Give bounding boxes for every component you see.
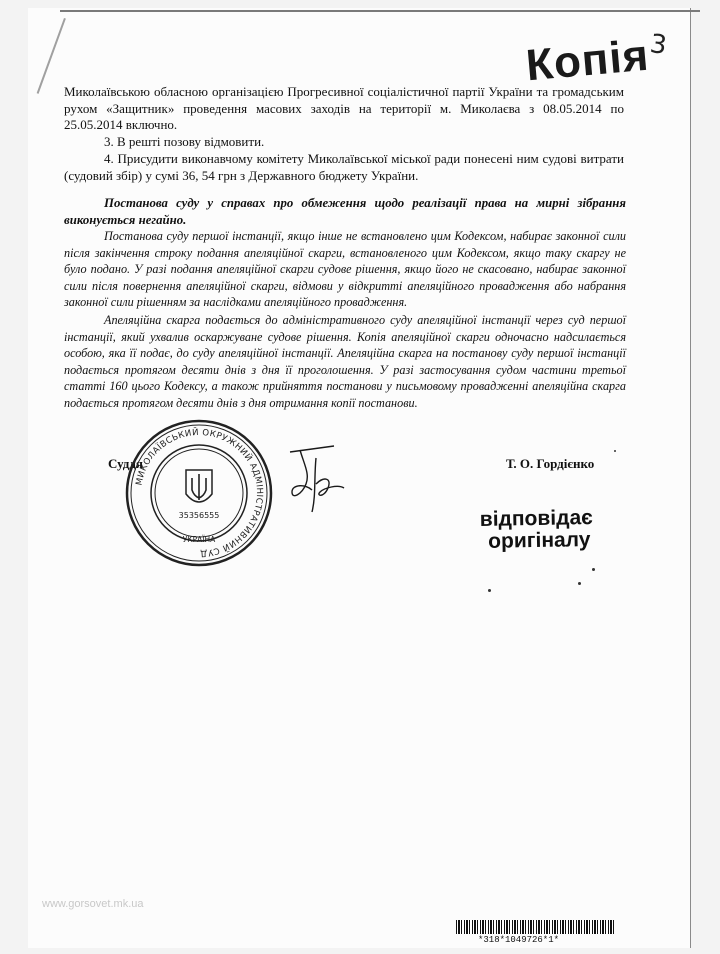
paragraph-legal-force: Постанова суду першої інстанції, якщо інше не встановлено цим Кодексом, набирає законної сили після закінчення строку подання апеляційної скарги, встановленого цим Кодексом, якщо таку скаргу не було подано. У разі подання апеляційної скарги судове рішення, якщо його не скасовано, набирає законної сили після повернення апеляційної скарги, відмови у відкритті апеляційного провадження або набрання законної сили рішенням за наслідками апеляційного провадження.: [64, 229, 626, 309]
barcode-number: *318*1049726*1*: [478, 935, 560, 945]
seal-code: 35356555: [178, 511, 220, 520]
paragraph-item-4: 4. Присудити виконавчому комітету Миколаївської міської ради понесені ним судові витрати (судовий збір) у сумі 36, 54 грн з Державного бюджету України.: [64, 151, 624, 183]
watermark: www.gorsovet.mk.ua: [42, 898, 144, 910]
scan-speck: [578, 582, 581, 585]
paragraph-immediate-execution: Постанова суду у справах про обмеження щодо реалізації права на мирні зібрання виконується негайно.: [64, 196, 626, 227]
stamp-line-1: відповідає: [479, 506, 593, 531]
scan-speck: [488, 589, 491, 592]
kopia-stamp: Копія: [524, 30, 652, 91]
judge-label: Суддя: [108, 456, 143, 471]
seal-country: УКРАЇНА: [182, 535, 216, 544]
trident-emblem-icon: [186, 470, 212, 502]
handwritten-page-number: 3: [647, 28, 669, 62]
scan-speck: [614, 450, 616, 452]
original-conformity-stamp: [480, 507, 594, 553]
judge-name: Т. О. Гордієнко: [506, 456, 595, 471]
judge-signature: [286, 444, 356, 516]
barcode: [456, 920, 614, 934]
paragraph-item-3: 3. В решті позову відмовити.: [104, 134, 265, 149]
stamp-line-2: оригіналу: [487, 528, 591, 553]
page-top-edge: [60, 10, 700, 12]
seal-ring-text: МИКОЛАЇВСЬКИЙ ОКРУЖНИЙ АДМІНІСТРАТИВНИЙ СУД: [134, 427, 265, 559]
paragraph-appeal: Апеляційна скарга подається до адміністративного суду апеляційної інстанції через суд першої інстанції, який ухвалив оскаржуване судове рішення. Копія апеляційної скарги одночасно надсилається особою, яка її подає, до суду апеляційної інстанції. Апеляційна скарга на постанову суду першої інстанції подається протягом десяти днів з дня її проголошення. У разі застосування судом частини третьої статті 160 цього Кодексу, а також прийняття постанови у письмовому провадженні апеляційна скарга подається протягом десяти днів з дня отримання копії постанови.: [64, 313, 626, 410]
scan-speck: [592, 568, 595, 571]
court-seal: [124, 418, 274, 568]
paragraph-organizations: Миколаївською обласною організацією Прогресивної соціалістичної партії України та громадським рухом «Защитник» проведення масових заходів на території м. Миколаєва з 08.05.2014 по 25.05.2014 включно.: [64, 84, 624, 132]
